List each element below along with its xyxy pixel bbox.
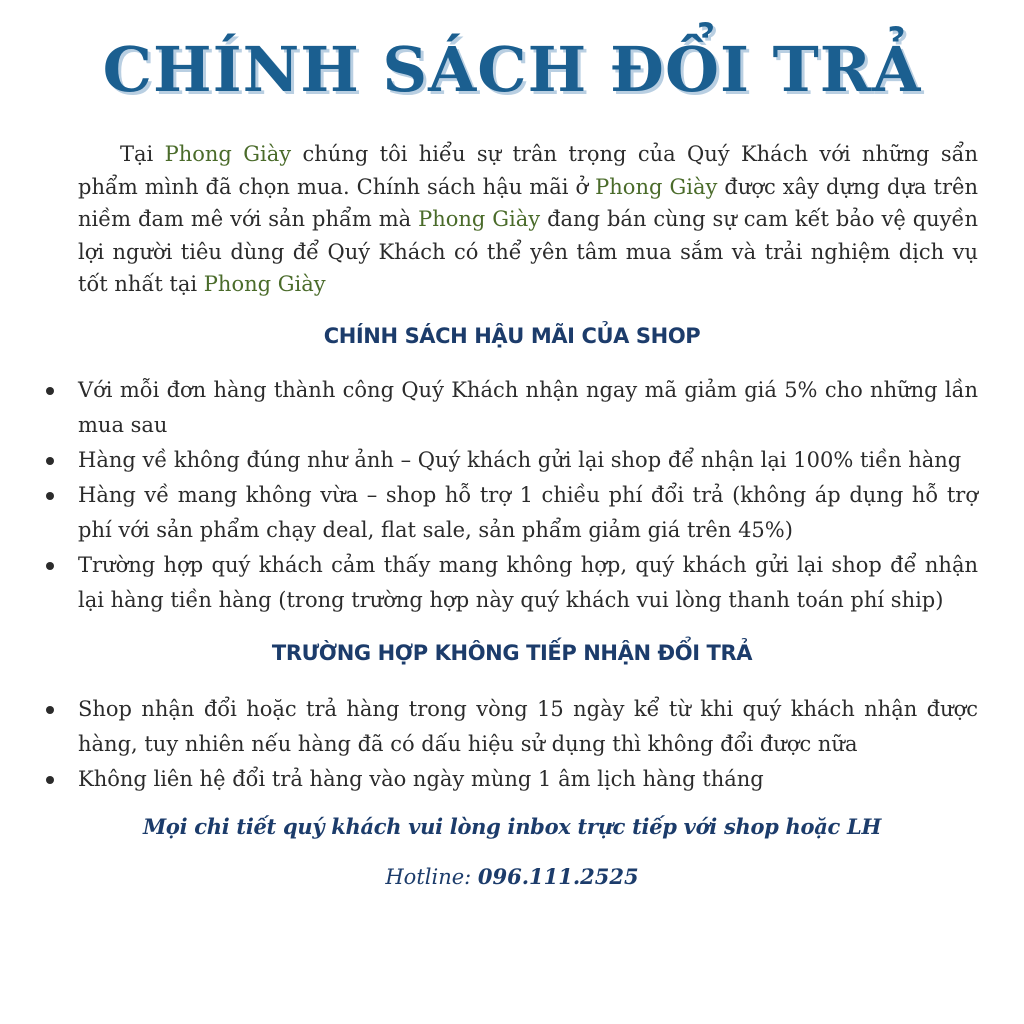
hotline-label: Hotline:: [385, 864, 478, 889]
brand-name: Phong Giày: [595, 174, 718, 199]
list-item-text: Với mỗi đơn hàng thành công Quý Khách nhận ngay mã giảm giá 5% cho những lần mua sau: [78, 377, 978, 437]
intro-text-1: Tại: [120, 142, 165, 166]
bullet-icon: [46, 776, 54, 784]
intro-text-4: đang bán cùng sự cam kết bảo vệ quyền lợi người tiêu dùng để Quý Khách có thể yên tâm mua sắm và trải nghiệm dịch vụ tốt nhất tại: [78, 207, 978, 296]
list-item: [78, 762, 978, 797]
brand-name: Phong Giày: [203, 272, 326, 296]
bullet-icon: [46, 457, 54, 465]
bullet-icon: [46, 706, 54, 714]
list-item-text: Hàng về không đúng như ảnh – Quý khách gửi lại shop để nhận lại 100% tiền hàng: [78, 447, 962, 472]
brand-name: Phong Giày: [164, 142, 292, 166]
list-item-text: Shop nhận đổi hoặc trả hàng trong vòng 15 ngày kể từ khi quý khách nhận được hàng, tuy nhiên nếu hàng đã có dấu hiệu sử dụng thì không đổi được nữa: [78, 696, 978, 756]
intro-text-3: được xây dựng dựa trên niềm đam mê với sản phẩm mà: [78, 174, 978, 231]
closing-note: Mọi chi tiết quý khách vui lòng inbox trực tiếp với shop hoặc LH: [142, 813, 882, 839]
list-item: [78, 443, 978, 478]
list-item: [78, 548, 978, 618]
list-item: [78, 478, 978, 548]
page-title: CHÍNH SÁCH ĐỔI TRẢ: [102, 33, 922, 106]
brand-name: Phong Giày: [418, 207, 541, 231]
after-sales-list: [78, 373, 978, 618]
intro-text-2: chúng tôi hiểu sự trân trọng của Quý Khách với những sẩn phẩm mình đã chọn mua. Chính sách hậu mãi ở: [78, 142, 978, 199]
bullet-icon: [46, 492, 54, 500]
list-item-text: Trường hợp quý khách cảm thấy mang không hợp, quý khách gửi lại shop để nhận lại hàng tiền hàng (trong trường hợp này quý khách vui lòng thanh toán phí ship): [78, 552, 978, 612]
hotline: [46, 861, 978, 893]
list-item-text: Không liên hệ đổi trả hàng vào ngày mùng 1 âm lịch hàng tháng: [78, 766, 764, 791]
list-item: [78, 692, 978, 762]
list-item-text: Hàng về mang không vừa – shop hỗ trợ 1 chiều phí đổi trả (không áp dụng hỗ trợ phí với sản phẩm chạy deal, flat sale, sản phẩm giảm giá trên 45%): [78, 482, 978, 542]
bullet-icon: [46, 562, 54, 570]
hotline-number: 096.111.2525: [477, 863, 639, 889]
not-accepted-list: [78, 692, 978, 797]
list-item: [78, 373, 978, 443]
intro-paragraph: [78, 138, 978, 301]
bullet-icon: [46, 387, 54, 395]
section-heading-after-sales: CHÍNH SÁCH HẬU MÃI CỦA SHOP: [323, 323, 701, 348]
section-heading-not-accepted: TRƯỜNG HỢP KHÔNG TIẾP NHẬN ĐỔI TRẢ: [271, 640, 753, 665]
